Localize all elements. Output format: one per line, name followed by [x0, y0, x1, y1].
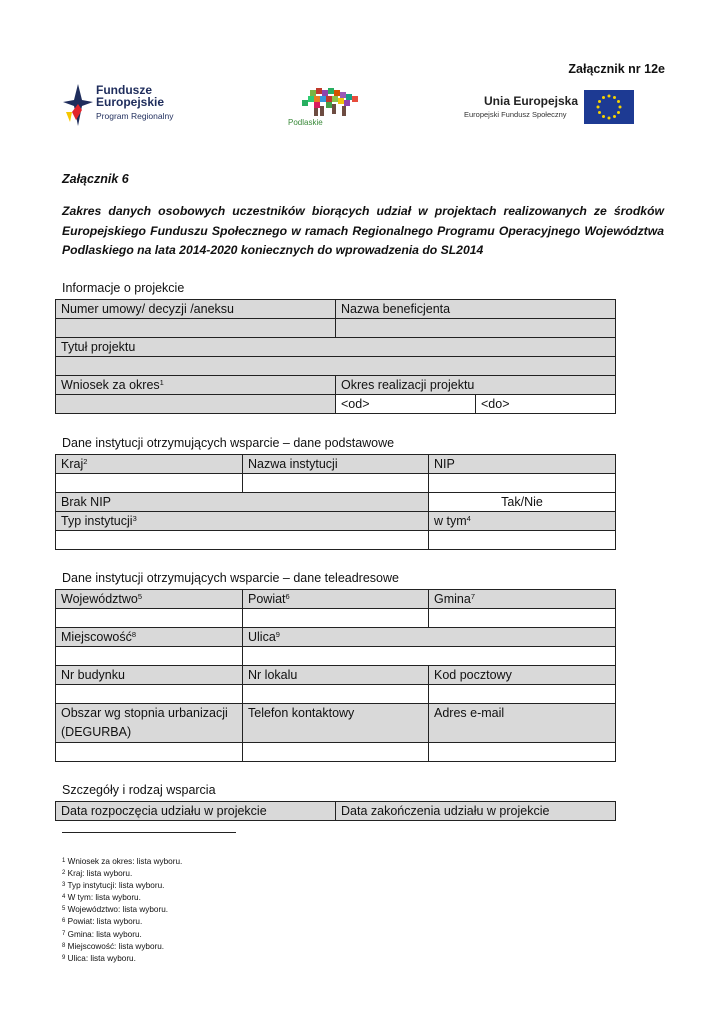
locality-label: Miejscowość$^8$ — [56, 628, 243, 647]
institution-name-field[interactable] — [243, 474, 429, 493]
footnote-item: $^4$ W tym: lista wyboru. — [62, 893, 141, 903]
voivodeship-field[interactable] — [56, 609, 243, 628]
institution-name-label: Nazwa instytucji — [243, 455, 429, 474]
institution-type-label: Typ instytucji$^3$ — [56, 512, 429, 531]
commune-label: Gmina$^7$ — [429, 590, 616, 609]
project-info-table — [55, 299, 616, 414]
footnote-item: $^5$ Województwo: lista wyboru. — [62, 905, 169, 915]
bison-mosaic-icon — [286, 86, 370, 118]
support-heading: Szczegóły i rodzaj wsparcia — [62, 783, 216, 797]
email-field[interactable] — [429, 743, 616, 762]
including-label: w tym$^4$ — [429, 512, 616, 531]
logo-fe-line1: Fundusze — [96, 83, 152, 97]
institution-contact-heading: Dane instytucji otrzymujących wsparcie – dane teleadresowe — [62, 571, 399, 585]
postal-code-field[interactable] — [429, 685, 616, 704]
attachment-title: Załącznik 6 — [62, 172, 129, 186]
beneficiary-name-label: Nazwa beneficjenta — [336, 300, 616, 319]
institution-contact-table — [55, 589, 616, 762]
start-date-label: Data rozpoczęcia udziału w projekcie — [56, 802, 336, 821]
unia-europejska-logo — [462, 90, 637, 126]
footnote-item: $^2$ Kraj: lista wyboru. — [62, 869, 133, 879]
country-field[interactable] — [56, 474, 243, 493]
footnote-item: $^1$ Wniosek za okres: lista wyboru. — [62, 857, 183, 866]
footnote-item: $^6$ Powiat: lista wyboru. — [62, 917, 143, 927]
phone-label: Telefon kontaktowy — [243, 704, 429, 743]
street-field[interactable] — [243, 647, 616, 666]
nip-field[interactable] — [429, 474, 616, 493]
no-nip-yes-no-field[interactable]: Tak/Nie — [429, 493, 616, 512]
footnote-item: $^8$ Miejscowość: lista wyboru. — [62, 941, 165, 951]
logo-ue-line1: Unia Europejska — [484, 94, 579, 108]
phone-field[interactable] — [243, 743, 429, 762]
institution-basic-heading: Dane instytucji otrzymujących wsparcie – dane podstawowe — [62, 436, 395, 450]
eu-flag-icon — [584, 90, 634, 124]
institution-type-field[interactable] — [56, 531, 429, 550]
footnote-item: $^7$ Gmina: lista wyboru. — [62, 929, 142, 939]
urbanization-field[interactable] — [56, 743, 243, 762]
urbanization-label: Obszar wg stopnia urbanizacji (DEGURBA) — [56, 704, 243, 743]
project-title-field[interactable] — [56, 357, 616, 376]
footnote-separator — [62, 832, 236, 833]
fundusze-europejskie-logo — [62, 82, 202, 128]
commune-field[interactable] — [429, 609, 616, 628]
intro-paragraph: Zakres danych osobowych uczestników biorących udział w projektach realizowanych ze środków Europejskiego Funduszu Społecznego w ramach Regionalnego Programu Operacyjnego Województwa Podlaskiego na lata 2014-2020 koniecznych do wprowadzenia do SL2014 — [62, 204, 664, 257]
annex-number: Załącznik nr 12e — [568, 62, 665, 76]
logo-ue-line2: Europejski Fundusz Społeczny — [464, 110, 567, 119]
beneficiary-name-field[interactable] — [336, 319, 616, 338]
footnotes — [62, 856, 182, 965]
building-no-label: Nr budynku — [56, 666, 243, 685]
including-field[interactable] — [429, 531, 616, 550]
no-nip-label: Brak NIP — [56, 493, 429, 512]
unit-no-field[interactable] — [243, 685, 429, 704]
institution-basic-table — [55, 454, 616, 550]
contract-number-label: Numer umowy/ decyzji /aneksu — [56, 300, 336, 319]
voivodeship-label: Województwo$^5$ — [56, 590, 243, 609]
fe-star-icon — [62, 82, 94, 128]
logo-fe-line3: Program Regionalny — [96, 111, 174, 121]
locality-field[interactable] — [56, 647, 243, 666]
period-to-field[interactable]: <do> — [476, 395, 616, 414]
street-label: Ulica$^9$ — [243, 628, 616, 647]
footnote-item: $^9$ Ulica: lista wyboru. — [62, 953, 136, 963]
application-period-field[interactable] — [56, 395, 336, 414]
nip-label: NIP — [429, 455, 616, 474]
application-period-label: Wniosek za okres$^1$ — [56, 376, 336, 395]
district-label: Powiat$^6$ — [243, 590, 429, 609]
podlaskie-logo — [286, 86, 370, 130]
building-no-field[interactable] — [56, 685, 243, 704]
contract-number-field[interactable] — [56, 319, 336, 338]
country-label: Kraj$^2$ — [56, 455, 243, 474]
project-title-label: Tytuł projektu — [56, 338, 616, 357]
email-label: Adres e-mail — [429, 704, 616, 743]
project-info-heading: Informacje o projekcie — [62, 281, 185, 295]
support-table — [55, 801, 616, 821]
period-from-field[interactable]: <od> — [336, 395, 476, 414]
end-date-label: Data zakończenia udziału w projekcie — [336, 802, 616, 821]
postal-code-label: Kod pocztowy — [429, 666, 616, 685]
implementation-period-label: Okres realizacji projektu — [336, 376, 616, 395]
unit-no-label: Nr lokalu — [243, 666, 429, 685]
logo-fe-line2: Europejskie — [96, 95, 165, 109]
district-field[interactable] — [243, 609, 429, 628]
footnote-item: $^3$ Typ instytucji: lista wyboru. — [62, 881, 165, 891]
logo-podlaskie-label: Podlaskie — [288, 118, 323, 127]
